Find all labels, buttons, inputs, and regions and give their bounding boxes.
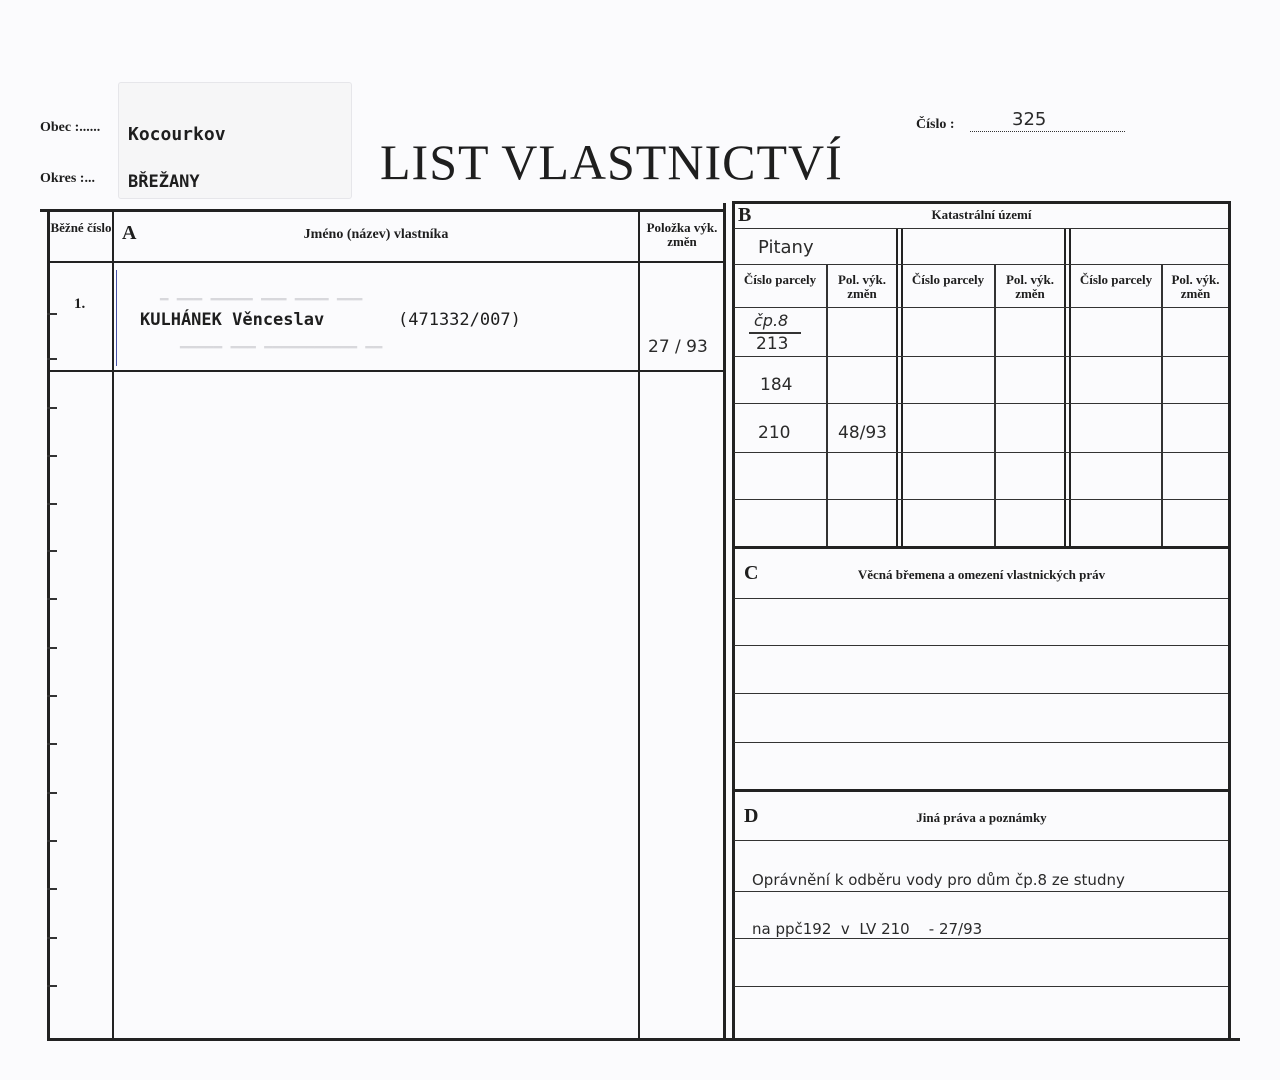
tick-mark <box>47 358 57 360</box>
frame-bottom <box>47 1038 1240 1041</box>
a-row1-line <box>47 370 725 372</box>
tick-mark <box>47 503 57 505</box>
b-bottom-line <box>734 546 1230 549</box>
frame-a-right <box>723 203 726 1041</box>
b-subhead-line <box>734 264 1228 265</box>
obec-label: Obec :...... <box>40 120 101 135</box>
note-line-2: na ppč192 v LV 210 - 27/93 <box>752 920 983 938</box>
parcel-cp: čp.8 <box>754 311 789 330</box>
d-line <box>734 986 1228 987</box>
c-line <box>734 742 1228 743</box>
frame-top-b <box>732 201 1230 204</box>
tick-mark <box>47 455 57 457</box>
tick-mark <box>47 937 57 939</box>
row-number: 1. <box>74 296 86 312</box>
frame-b-left <box>732 203 735 1039</box>
b-col-pol-3: Pol. výk. změn <box>1171 272 1220 301</box>
okres-label: Okres :... <box>40 171 95 186</box>
tick-mark <box>47 888 57 890</box>
col-jmeno: Jméno (název) vlastníka <box>303 227 449 242</box>
section-a-letter: A <box>122 222 137 244</box>
b-col-pol-2: Pol. výk. změn <box>1005 272 1055 301</box>
frame-top-a <box>40 209 726 212</box>
cislo-value: 325 <box>1012 109 1047 130</box>
section-c-title: Věcná břemena a omezení vlastnických práv <box>857 567 1106 582</box>
tick-mark <box>47 550 57 552</box>
frame-right <box>1228 201 1231 1040</box>
frame-left <box>47 209 50 1041</box>
d-line <box>734 891 1228 892</box>
tick-mark <box>47 313 57 315</box>
parcel-213: 213 <box>756 334 789 354</box>
ghost-text-2: ━━━━━ ━━━ ━━━━━━━━━━━ ━━ <box>180 340 383 356</box>
d-line <box>734 840 1228 841</box>
d-line <box>734 938 1228 939</box>
tick-mark <box>47 407 57 409</box>
tick-mark <box>47 985 57 987</box>
col-divider-1 <box>112 211 114 1040</box>
b-col-pol-1: Pol. výk. změn <box>837 272 887 301</box>
tick-mark <box>47 598 57 600</box>
c-bottom-line <box>734 789 1230 792</box>
note-line-1: Oprávnění k odběru vody pro dům čp.8 ze studny <box>752 871 1125 889</box>
parcel-184: 184 <box>760 375 793 395</box>
tick-mark <box>47 695 57 697</box>
b-header-line <box>734 307 1228 308</box>
section-d-letter: D <box>744 805 759 827</box>
b-row-line <box>734 499 1228 500</box>
section-b-letter: B <box>738 204 752 226</box>
b-row-line <box>734 403 1228 404</box>
section-b-title: Katastrální území <box>931 207 1032 222</box>
b-row-line <box>734 452 1228 453</box>
a-header-line <box>47 261 725 263</box>
b-col-cislo-2: Číslo parcely <box>911 272 985 287</box>
b-col-cislo-3: Číslo parcely <box>1079 272 1153 287</box>
owner-id: (471332/007) <box>398 310 521 330</box>
parcel-210-pol: 48/93 <box>838 423 887 443</box>
col-bezne-cislo: Běžné číslo <box>50 220 112 235</box>
okres-value: BŘEŽANY <box>128 172 200 192</box>
obec-value: Kocourkov <box>128 124 226 145</box>
c-line <box>734 693 1228 694</box>
b-row-line <box>734 356 1228 357</box>
tick-mark <box>47 792 57 794</box>
territory-name: Pitany <box>758 237 814 258</box>
b-title-line <box>734 228 1228 229</box>
blue-mark <box>116 270 117 366</box>
owner-name: KULHÁNEK Věnceslav <box>140 310 325 330</box>
cislo-label: Číslo : <box>916 117 955 132</box>
col-divider-2 <box>638 211 640 1040</box>
tick-mark <box>47 743 57 745</box>
b-col-cislo-1: Číslo parcely <box>743 272 817 287</box>
tick-mark <box>47 840 57 842</box>
section-d-title: Jiná práva a poznámky <box>916 810 1047 825</box>
c-line <box>734 598 1228 599</box>
parcel-210: 210 <box>758 423 791 443</box>
ghost-text-1: ━ ━━━ ━━━━━ ━━━ ━━━━ ━━━ <box>160 292 363 308</box>
col-polozka: Položka výk. změn <box>646 220 718 249</box>
c-line <box>734 645 1228 646</box>
section-c-letter: C <box>744 562 759 584</box>
cislo-underline <box>970 131 1125 132</box>
owner-polozka: 27 / 93 <box>648 337 708 357</box>
page-title: LIST VLASTNICTVÍ <box>380 134 843 190</box>
tick-mark <box>47 647 57 649</box>
